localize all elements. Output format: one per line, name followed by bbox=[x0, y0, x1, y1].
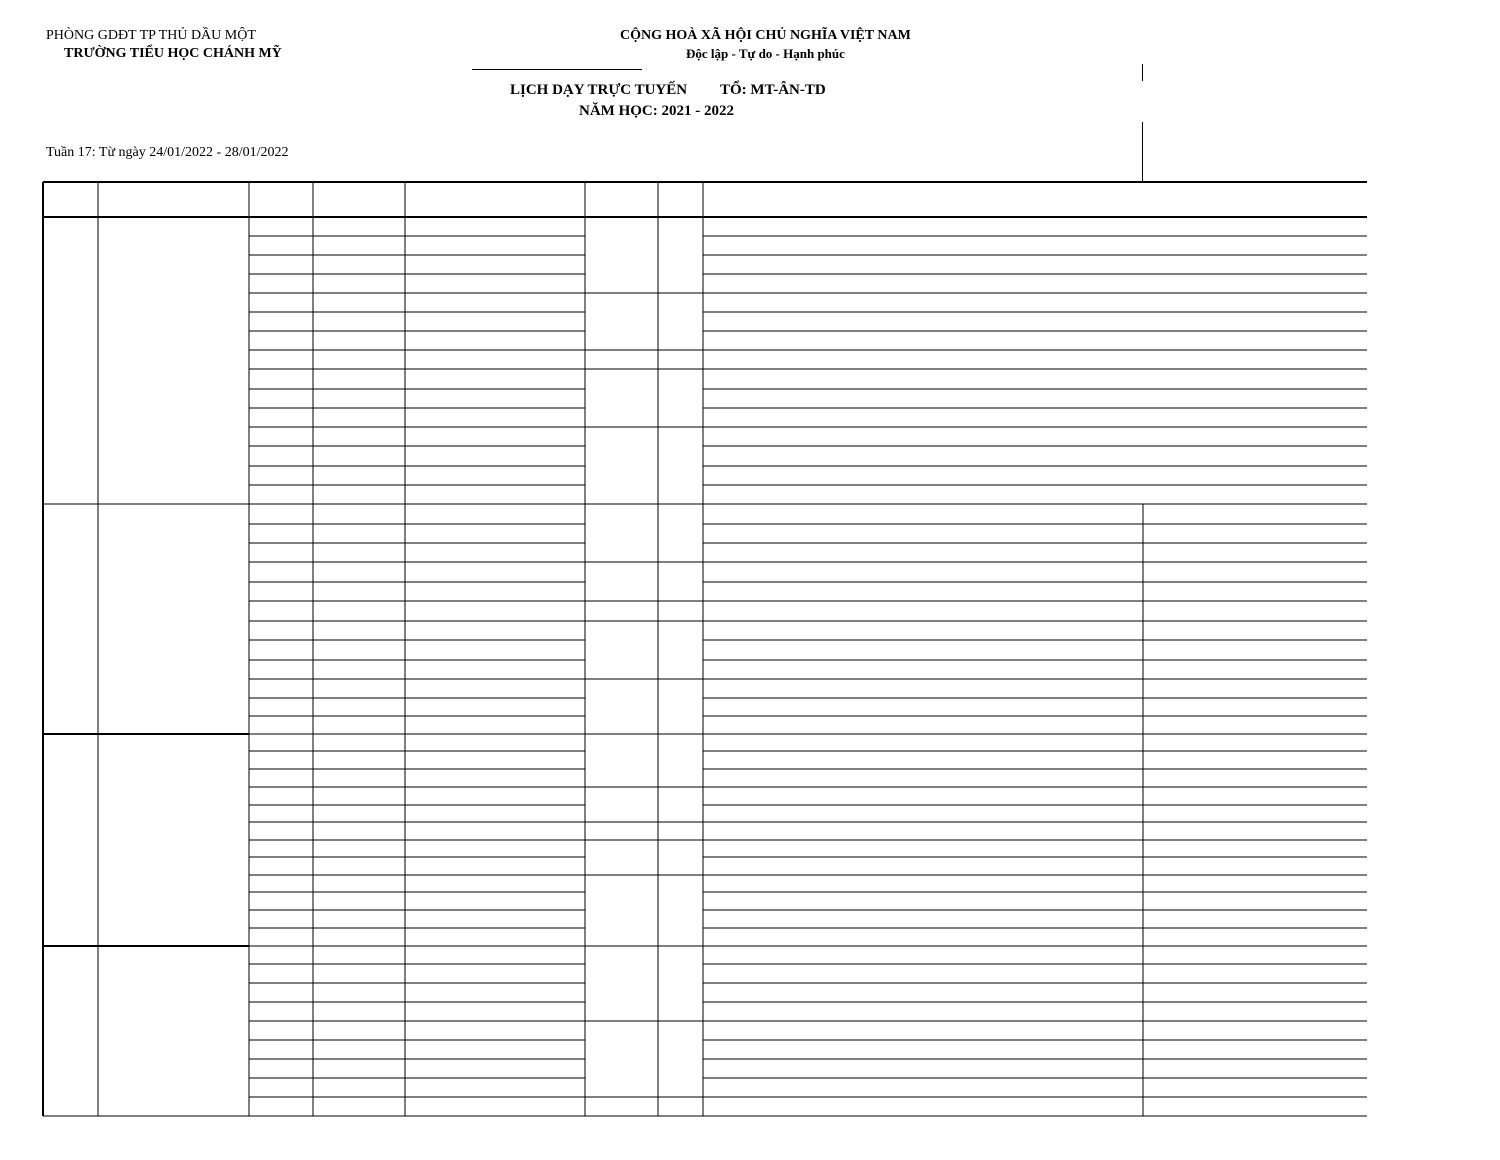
school-year: NĂM HỌC: 2021 - 2022 bbox=[579, 103, 734, 119]
col-time-header bbox=[315, 184, 404, 216]
col-class-header bbox=[251, 184, 312, 216]
group-name: TỔ: MT-ÂN-TD bbox=[720, 82, 826, 98]
country-name: CỘNG HOÀ XÃ HỘI CHỦ NGHĨA VIỆT NAM bbox=[620, 28, 911, 43]
week-range: Tuần 17: Từ ngày 24/01/2022 - 28/01/2022 bbox=[46, 145, 289, 160]
school-name: TRƯỜNG TIỂU HỌC CHÁNH MỸ bbox=[64, 46, 282, 61]
department-name: PHÒNG GDĐT TP THỦ DẦU MỘT bbox=[46, 28, 256, 43]
national-motto: Độc lập - Tự do - Hạnh phúc bbox=[686, 46, 845, 61]
schedule-title: LỊCH DẠY TRỰC TUYẾN bbox=[510, 82, 688, 98]
